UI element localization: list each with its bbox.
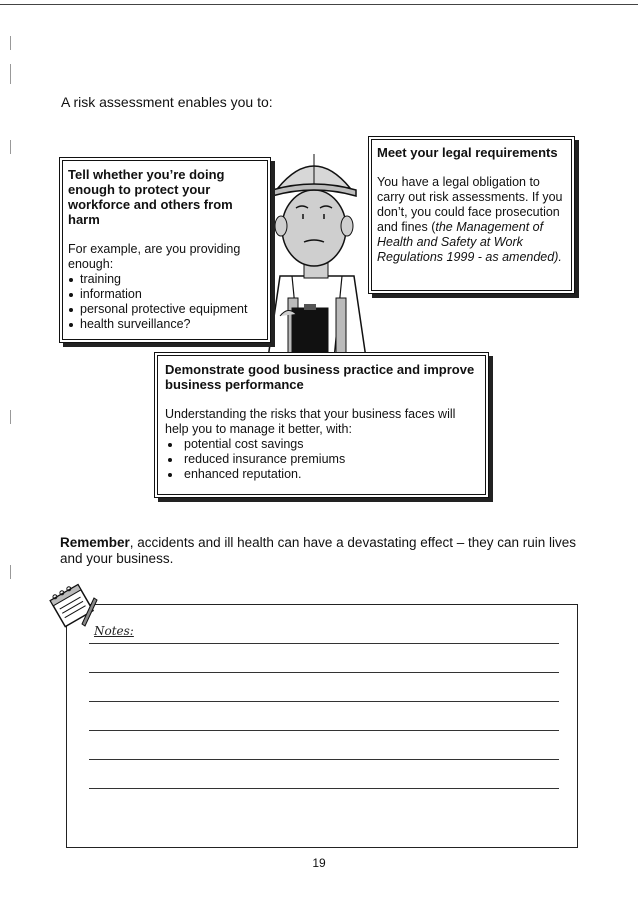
list-item: health surveillance? — [68, 317, 262, 332]
notes-line — [89, 672, 559, 673]
box-protect-title: Tell whether you’re doing enough to protect your workforce and others from harm — [68, 167, 233, 227]
box-practice-title: Demonstrate good business practice and improve business performance — [165, 362, 475, 392]
scan-mark — [10, 64, 11, 84]
list-item: reduced insurance premiums — [165, 452, 478, 467]
notes-line — [89, 759, 559, 760]
box-practice-lead: Understanding the risks that your business faces will help you to manage it better, with: — [165, 407, 456, 436]
scan-mark — [10, 140, 11, 154]
list-item: enhanced reputation. — [165, 467, 478, 482]
scan-mark — [10, 410, 11, 424]
list-item: potential cost savings — [165, 437, 478, 452]
box-protect-workforce — [59, 157, 271, 343]
notes-frame — [66, 604, 578, 848]
box-protect-list — [68, 272, 262, 332]
notes-line — [89, 643, 559, 644]
notes-line — [89, 788, 559, 789]
notepad-pencil-icon — [48, 580, 98, 632]
remember-text: , accidents and ill health can have a devastating effect – they can ruin lives and your business. — [60, 535, 577, 566]
construction-worker-illustration — [262, 148, 372, 358]
list-item: information — [68, 287, 262, 302]
page-top-rule — [0, 4, 638, 5]
scan-mark — [10, 36, 11, 50]
scan-mark — [10, 565, 11, 579]
box-legal-regulation: the Management of Health and Safety at Work Regulations 1999 - as amended). — [377, 220, 562, 264]
box-legal-body — [377, 175, 566, 265]
list-item: personal protective equipment — [68, 302, 262, 317]
notes-line — [89, 730, 559, 731]
notes-label: Notes: — [94, 624, 134, 638]
box-business-practice — [154, 352, 489, 498]
remember-paragraph — [60, 535, 580, 567]
intro-text: A risk assessment enables you to: — [61, 94, 273, 110]
box-legal-requirements — [368, 136, 575, 294]
box-legal-text: You have a legal obligation to carry out risk assessments. If you don’t, you could face prosecution and fines ( — [377, 175, 563, 234]
page-number: 19 — [312, 856, 326, 870]
box-protect-lead: For example, are you providing enough: — [68, 242, 241, 271]
notes-line — [89, 701, 559, 702]
list-item: training — [68, 272, 262, 287]
remember-bold: Remember — [60, 535, 130, 550]
box-legal-title: Meet your legal requirements — [377, 145, 558, 160]
box-practice-list — [165, 437, 478, 482]
